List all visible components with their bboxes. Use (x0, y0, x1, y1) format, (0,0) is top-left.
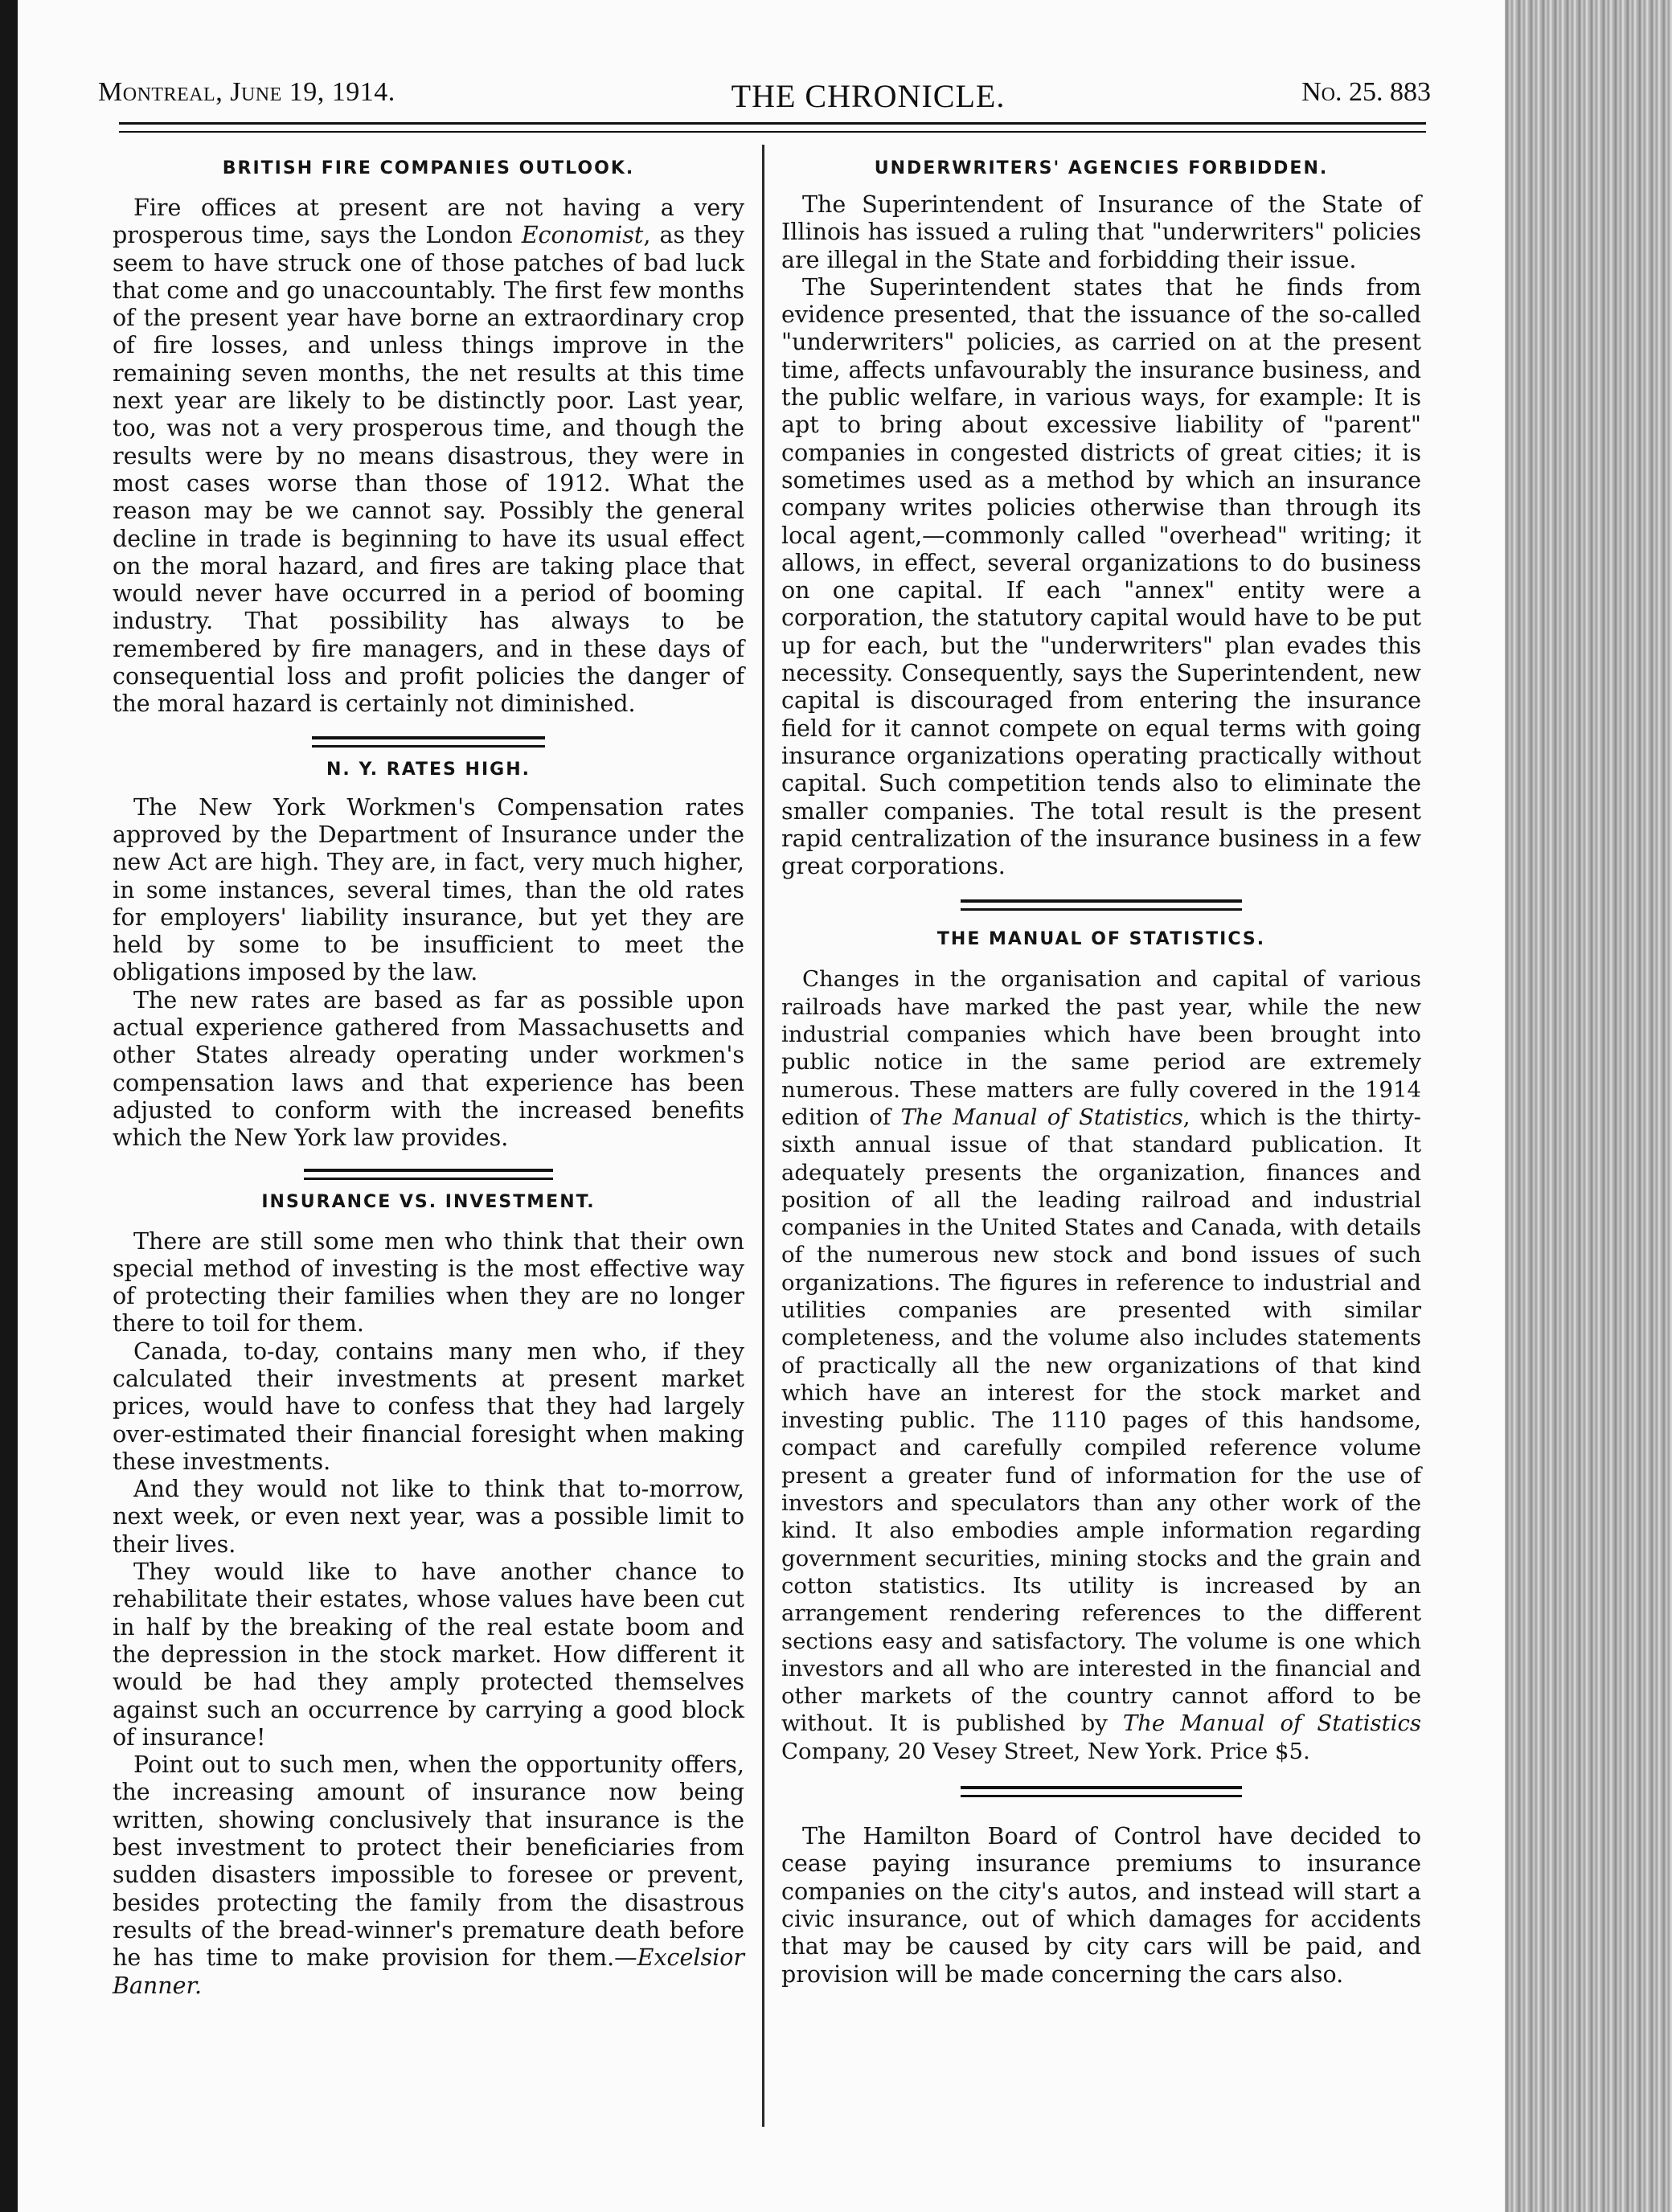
section-rule (312, 736, 545, 748)
column-divider (762, 145, 764, 2127)
paragraph: The Hamilton Board of Control have decided to cease paying insurance premiums to insurance companies on the city's autos, and instead will start a civic insurance, out of which damages for accidents that may be caused by city cars will be paid, and provision will be made concerning the cars also. (781, 1823, 1421, 1988)
text-run: Changes in the organisation and capital of various railroads have marked the past year, while the new industrial companies which have been brought into public notice in the same period are extremely numerous. These matters are fully covered in the 1914 edition of (781, 966, 1421, 1130)
scan-left-edge (0, 0, 18, 2212)
source-credit: Excelsior Banner. (113, 1944, 744, 1999)
article-insurance-vs-investment (113, 1191, 744, 2000)
header-title: THE CHRONICLE. (731, 78, 1006, 114)
text-run: Company, 20 Vesey Street, New York. Price $5. (781, 1738, 1310, 1764)
heading-underwriters: UNDERWRITERS' AGENCIES FORBIDDEN. (874, 158, 1329, 178)
text-run: , which is the thirty-sixth annual issue of that standard publication. It adequately presents the organization, finances and position of all the leading railroad and industrial companies in the United States and Canada, with details of the numerous new stock and bond issues of such organizations. The figures in reference to industrial and utilities companies are presented with similar completeness, and the volume also includes statements of practically all the new organizations of that kind which have an interest for the stock market and investing public. The 1110 pages of this handsome, compact and carefully compiled reference volume present a greater fund of information for the use of investors and speculators than any other work of the kind. It also embodies ample information regarding government securities, mining stocks and the grain and cotton statistics. Its utility is increased by an arrangement rendering references to the different sections easy and satisfactory. The volume is one which investors and all who are interested in the financial and other markets of the country cannot afford to be without. It is published by (781, 1104, 1421, 1737)
heading-insurance-vs-investment: INSURANCE VS. INVESTMENT. (261, 1191, 596, 1212)
italic-title: Economist (521, 222, 644, 249)
italic-title: The Manual of Statistics (1122, 1710, 1421, 1737)
article-british-fire (113, 158, 744, 719)
heading-ny-rates: N. Y. RATES HIGH. (326, 759, 531, 780)
section-rule (961, 1786, 1242, 1797)
header-date: Montreal, June 19, 1914. (98, 77, 395, 107)
paragraph: There are still some men who think that their own special method of investing is the most effective way of protecting their families when they are no longer there to toil for them. (113, 1227, 744, 1337)
paragraph: The Superintendent states that he finds from evidence presented, that the issuance of the so-called "underwriters" policies, as carried on at the present time, affects unfavourably the insurance business, and the public welfare, in various ways, for example: It is apt to bring about excessive liability of "parent" companies in congested districts of great cities; it is sometimes used as a method by which an insurance company writes policies otherwise than through its local agent,—commonly called "overhead" writing; it allows, in effect, several organizations to do business on one capital. If each "annex" entity were a corporation, the statutory capital would have to be put up for each, but the "underwriters" plan evades this necessity. Consequently, says the Superintendent, new capital is discouraged from entering the insurance field for it cannot compete on equal terms with going insurance organizations operating practically without capital. Such competition tends also to eliminate the smaller companies. The total result is the present rapid centralization of the insurance business in a few great corporations. (781, 273, 1421, 880)
heading-manual-of-statistics: THE MANUAL OF STATISTICS. (936, 929, 1266, 950)
paragraph (781, 965, 1421, 1765)
paragraph: The New York Workmen's Compensation rates approved by the Department of Insurance under the new Act are high. They are, in fact, very much higher, in some instances, several times, than the old rates for employers' liability insurance, but yet they are held by some to be insufficient to meet the obligations imposed by the law. (113, 793, 744, 986)
header-page-number: No. 25. 883 (1301, 77, 1431, 107)
paragraph (113, 195, 744, 719)
section-rule (961, 899, 1242, 911)
left-column (113, 158, 744, 2000)
paragraph (113, 1751, 744, 2000)
paragraph: Canada, to-day, contains many men who, if they calculated their investments at present market prices, would have to confess that they had largely over-estimated their financial foresight when making these investments. (113, 1337, 744, 1475)
text-run: Fire offices at present are not having a very prosperous time, says the London (113, 195, 744, 249)
heading-british-fire: BRITISH FIRE COMPANIES OUTLOOK. (222, 158, 635, 178)
text-run: Point out to such men, when the opportunity offers, the increasing amount of insurance now being written, showing conclusively that insurance is the best investment to protect their beneficiaries from sudden disasters impossible to foresee or prevent, besides protecting the family from the disastrous results of the bread-winner's premature death before he has time to make provision for them.— (113, 1751, 744, 1972)
article-manual-of-statistics (781, 928, 1421, 1765)
page-stack-edge (1505, 0, 1672, 2212)
article-underwriters (781, 158, 1421, 880)
article-hamilton (781, 1823, 1421, 1989)
paragraph: They would like to have another chance to rehabilitate their estates, whose values have been cut in half by the breaking of the real estate boom and the depression in the stock market. How different it would be had they amply protected themselves against such an occurrence by carrying a good block of insurance! (113, 1559, 744, 1751)
italic-title: The Manual of Statistics (900, 1104, 1183, 1130)
article-ny-rates (113, 759, 744, 1153)
paragraph: And they would not like to think that to-morrow, next week, or even next year, was a possible limit to their lives. (113, 1476, 744, 1558)
paragraph: The new rates are based as far as possible upon actual experience gathered from Massachusetts and other States already operating under workmen's compensation laws and that experience has been adjusted to conform with the increased benefits which the New York law provides. (113, 986, 744, 1152)
text-run: , as they seem to have struck one of those patches of bad luck that come and go unaccountably. The first few months of the present year have borne an extraordinary crop of fire losses, and unless things improve in the remaining seven months, the net results at this time next year are likely to be distinctly poor. Last year, too, was not a very prosperous time, and though the results were by no means disastrous, they were in most cases worse than those of 1912. What the reason may be we cannot say. Possibly the general decline in trade is beginning to have its usual effect on the moral hazard, and fires are taking place that would never have occurred in a period of booming industry. That possibility has always to be remembered by fire managers, and in these days of consequential loss and profit policies the danger of the moral hazard is certainly not diminished. (113, 222, 744, 718)
section-rule (304, 1169, 553, 1180)
right-column (781, 158, 1421, 1989)
paragraph: The Superintendent of Insurance of the State of Illinois has issued a ruling that "underwriters" policies are illegal in the State and forbidding their issue. (781, 191, 1421, 273)
header-rule (119, 122, 1426, 133)
